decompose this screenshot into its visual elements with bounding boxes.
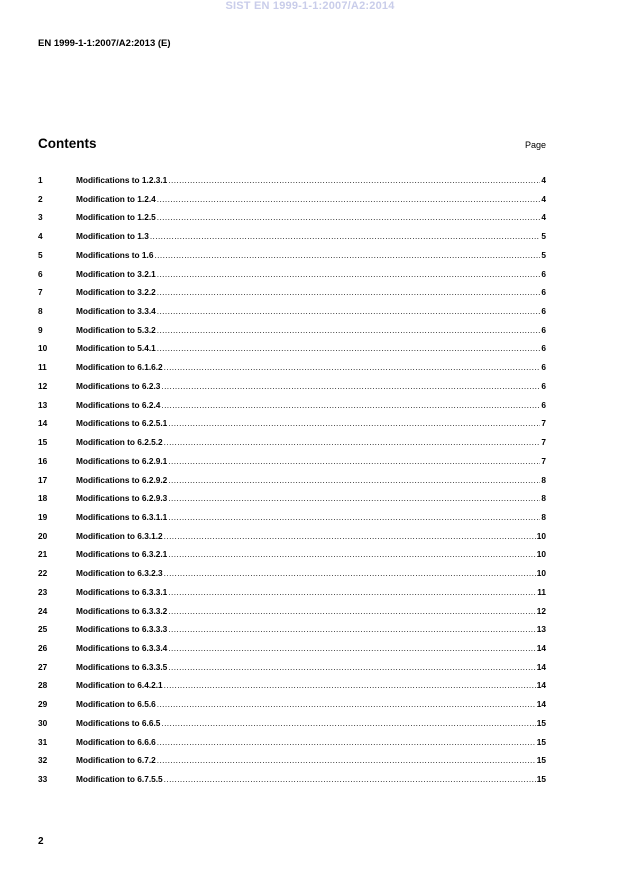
contents-title: Contents: [38, 136, 97, 151]
toc-leader-dots: [168, 606, 535, 616]
toc-leader-dots: [164, 362, 541, 372]
toc-entry[interactable]: [38, 400, 546, 419]
table-of-contents: [38, 175, 546, 793]
toc-entry-title: Modification to 6.1.6.2: [76, 362, 163, 373]
toc-entry-page: 10: [536, 568, 546, 579]
toc-entry-number: 8: [38, 306, 43, 317]
toc-entry-page: 7: [541, 437, 546, 448]
toc-entry-number: 20: [38, 530, 48, 541]
toc-entry[interactable]: [38, 662, 546, 681]
toc-leader-dots: [157, 325, 541, 335]
toc-entry-page: 6: [541, 306, 546, 317]
toc-entry[interactable]: [38, 362, 546, 381]
toc-entry[interactable]: [38, 306, 546, 325]
toc-entry[interactable]: [38, 269, 546, 288]
toc-entry-title: Modifications to 6.2.9.3: [76, 493, 168, 504]
toc-entry-title: Modifications to 6.2.9.1: [76, 455, 168, 466]
toc-entry-title: Modifications to 6.6.5: [76, 717, 161, 728]
toc-entry-number: 22: [38, 568, 48, 579]
toc-entry-number: 19: [38, 511, 48, 522]
toc-entry[interactable]: [38, 587, 546, 606]
toc-entry-number: 27: [38, 661, 48, 672]
toc-entry-title: Modification to 1.2.4: [76, 193, 156, 204]
toc-entry[interactable]: [38, 624, 546, 643]
toc-leader-dots: [157, 737, 536, 747]
toc-entry[interactable]: [38, 325, 546, 344]
toc-entry[interactable]: [38, 643, 546, 662]
toc-entry-page: 12: [536, 605, 546, 616]
toc-entry-title: Modification to 5.3.2: [76, 324, 156, 335]
toc-entry[interactable]: [38, 549, 546, 568]
toc-entry-title: Modifications to 6.2.9.2: [76, 474, 168, 485]
toc-leader-dots: [164, 437, 541, 447]
toc-entry-page: 15: [536, 774, 546, 784]
toc-entry-number: 15: [38, 437, 48, 448]
toc-leader-dots: [157, 212, 541, 222]
toc-entry[interactable]: [38, 699, 546, 718]
toc-entry-title: Modification to 6.5.6: [76, 699, 156, 710]
toc-entry[interactable]: [38, 343, 546, 362]
toc-leader-dots: [150, 231, 541, 241]
toc-entry-page: 11: [537, 586, 546, 597]
toc-leader-dots: [157, 269, 541, 279]
toc-entry-number: 10: [38, 343, 48, 354]
toc-entry-page: 14: [536, 642, 546, 653]
toc-entry[interactable]: [38, 755, 546, 774]
toc-entry-title: Modification to 5.4.1: [76, 343, 156, 354]
toc-entry-number: 3: [38, 212, 43, 223]
toc-entry-number: 32: [38, 755, 48, 766]
toc-entry-page: 14: [536, 661, 546, 672]
toc-leader-dots: [168, 662, 535, 672]
toc-entry-number: 31: [38, 736, 48, 747]
toc-entry-page: 6: [541, 287, 546, 298]
toc-leader-dots: [168, 175, 540, 185]
toc-entry[interactable]: [38, 680, 546, 699]
toc-entry-number: 5: [38, 249, 43, 260]
toc-entry-page: 14: [536, 680, 546, 691]
toc-entry-page: 8: [541, 474, 546, 485]
toc-entry-number: 2: [38, 193, 43, 204]
watermark: SIST EN 1999-1-1:2007/A2:2014: [225, 0, 395, 12]
toc-entry-number: 12: [38, 380, 48, 391]
toc-leader-dots: [161, 718, 535, 728]
toc-entry-page: 15: [536, 717, 546, 728]
toc-leader-dots: [157, 343, 541, 353]
toc-entry-title: Modification to 1.3: [76, 231, 149, 242]
toc-leader-dots: [168, 418, 540, 428]
toc-entry-number: 7: [38, 287, 43, 298]
toc-leader-dots: [157, 306, 541, 316]
toc-entry-title: Modifications to 6.3.1.1: [76, 511, 168, 522]
toc-entry-title: Modification to 6.7.2: [76, 755, 156, 766]
toc-entry[interactable]: [38, 493, 546, 512]
toc-leader-dots: [164, 531, 536, 541]
toc-entry[interactable]: [38, 475, 546, 494]
toc-entry[interactable]: [38, 231, 546, 250]
toc-entry-title: Modifications to 6.3.2.1: [76, 549, 168, 560]
toc-entry-title: Modification to 3.2.1: [76, 268, 156, 279]
toc-entry-page: 14: [536, 699, 546, 710]
toc-entry-number: 16: [38, 455, 48, 466]
toc-entry-page: 6: [541, 324, 546, 335]
toc-entry-page: 4: [541, 212, 546, 223]
toc-entry-page: 13: [536, 624, 546, 635]
toc-entry-number: 14: [38, 418, 48, 429]
page-column-label: Page: [524, 140, 546, 150]
toc-entry-page: 7: [541, 418, 546, 429]
toc-entry-page: 4: [541, 175, 546, 185]
toc-leader-dots: [168, 456, 540, 466]
toc-entry-page: 6: [541, 399, 546, 410]
toc-entry[interactable]: [38, 512, 546, 531]
toc-entry-number: 13: [38, 399, 48, 410]
toc-entry-number: 28: [38, 680, 48, 691]
document-id: EN 1999-1-1:2007/A2:2013 (E): [38, 38, 171, 49]
toc-entry-title: Modification to 6.7.5.5: [76, 774, 163, 784]
toc-entry-page: 4: [541, 193, 546, 204]
toc-leader-dots: [168, 512, 540, 522]
toc-entry[interactable]: [38, 194, 546, 213]
toc-leader-dots: [164, 680, 536, 690]
toc-entry-title: Modifications to 6.3.3.2: [76, 605, 168, 616]
toc-leader-dots: [168, 475, 540, 485]
page-number: 2: [38, 836, 44, 847]
toc-leader-dots: [157, 699, 536, 709]
toc-entry-number: 24: [38, 605, 48, 616]
toc-leader-dots: [157, 287, 541, 297]
toc-leader-dots: [161, 381, 540, 391]
toc-entry-number: 26: [38, 642, 48, 653]
toc-leader-dots: [168, 643, 535, 653]
toc-entry[interactable]: [38, 287, 546, 306]
toc-entry-title: Modification to 6.4.2.1: [76, 680, 163, 691]
toc-entry-title: Modification to 6.3.1.2: [76, 530, 163, 541]
toc-entry-title: Modifications to 6.3.3.5: [76, 661, 168, 672]
toc-entry-number: 21: [38, 549, 48, 560]
toc-entry-page: 6: [541, 268, 546, 279]
toc-entry-number: 6: [38, 268, 43, 279]
toc-entry-number: 9: [38, 324, 43, 335]
toc-entry-title: Modification to 3.2.2: [76, 287, 156, 298]
toc-entry-number: 29: [38, 699, 48, 710]
toc-entry-number: 33: [38, 774, 48, 784]
toc-entry[interactable]: [38, 718, 546, 737]
toc-entry-title: Modification to 6.2.5.2: [76, 437, 163, 448]
toc-entry-page: 8: [541, 511, 546, 522]
toc-entry-number: 23: [38, 586, 48, 597]
toc-entry-page: 15: [536, 755, 546, 766]
toc-leader-dots: [154, 250, 540, 260]
toc-entry-number: 4: [38, 231, 43, 242]
toc-leader-dots: [168, 549, 535, 559]
toc-leader-dots: [157, 755, 536, 765]
toc-entry-title: Modifications to 6.2.3: [76, 380, 161, 391]
toc-entry[interactable]: [38, 456, 546, 475]
toc-entry-number: 17: [38, 474, 48, 485]
toc-entry-page: 6: [541, 362, 546, 373]
toc-entry[interactable]: [38, 606, 546, 625]
toc-entry-title: Modification to 6.3.2.3: [76, 568, 163, 579]
toc-entry-page: 7: [541, 455, 546, 466]
toc-entry-page: 5: [541, 249, 546, 260]
toc-leader-dots: [157, 194, 541, 204]
toc-entry[interactable]: [38, 250, 546, 269]
toc-entry-page: 6: [541, 343, 546, 354]
toc-leader-dots: [168, 587, 536, 597]
toc-entry-title: Modifications to 6.3.3.1: [76, 586, 168, 597]
toc-entry-page: 5: [541, 231, 546, 242]
toc-entry-title: Modifications to 6.3.3.4: [76, 642, 168, 653]
toc-leader-dots: [168, 624, 535, 634]
toc-entry-number: 25: [38, 624, 48, 635]
toc-entry-title: Modifications to 6.3.3.3: [76, 624, 168, 635]
toc-entry[interactable]: [38, 437, 546, 456]
toc-leader-dots: [164, 568, 536, 578]
toc-entry-title: Modifications to 1.2.3.1: [76, 175, 168, 185]
toc-entry[interactable]: [38, 212, 546, 231]
toc-entry-title: Modifications to 1.6: [76, 249, 154, 260]
toc-entry-title: Modification to 6.6.6: [76, 736, 156, 747]
toc-entry-title: Modifications to 6.2.4: [76, 399, 161, 410]
toc-leader-dots: [161, 400, 540, 410]
toc-entry[interactable]: [38, 418, 546, 437]
toc-entry[interactable]: [38, 737, 546, 756]
toc-entry-title: Modification to 3.3.4: [76, 306, 156, 317]
toc-entry-title: Modification to 1.2.5: [76, 212, 156, 223]
toc-entry-page: 8: [541, 493, 546, 504]
toc-entry-number: 11: [38, 362, 47, 373]
toc-entry[interactable]: [38, 568, 546, 587]
toc-entry-title: Modifications to 6.2.5.1: [76, 418, 168, 429]
toc-entry[interactable]: [38, 531, 546, 550]
toc-entry-page: 6: [541, 380, 546, 391]
toc-entry-page: 15: [536, 736, 546, 747]
toc-entry-number: 1: [38, 175, 43, 185]
toc-entry[interactable]: [38, 774, 546, 793]
toc-entry-number: 30: [38, 717, 48, 728]
toc-entry[interactable]: [38, 175, 546, 194]
toc-entry-number: 18: [38, 493, 48, 504]
toc-leader-dots: [164, 774, 536, 784]
toc-leader-dots: [168, 493, 540, 503]
toc-entry[interactable]: [38, 381, 546, 400]
toc-entry-page: 10: [536, 549, 546, 560]
toc-entry-page: 10: [536, 530, 546, 541]
